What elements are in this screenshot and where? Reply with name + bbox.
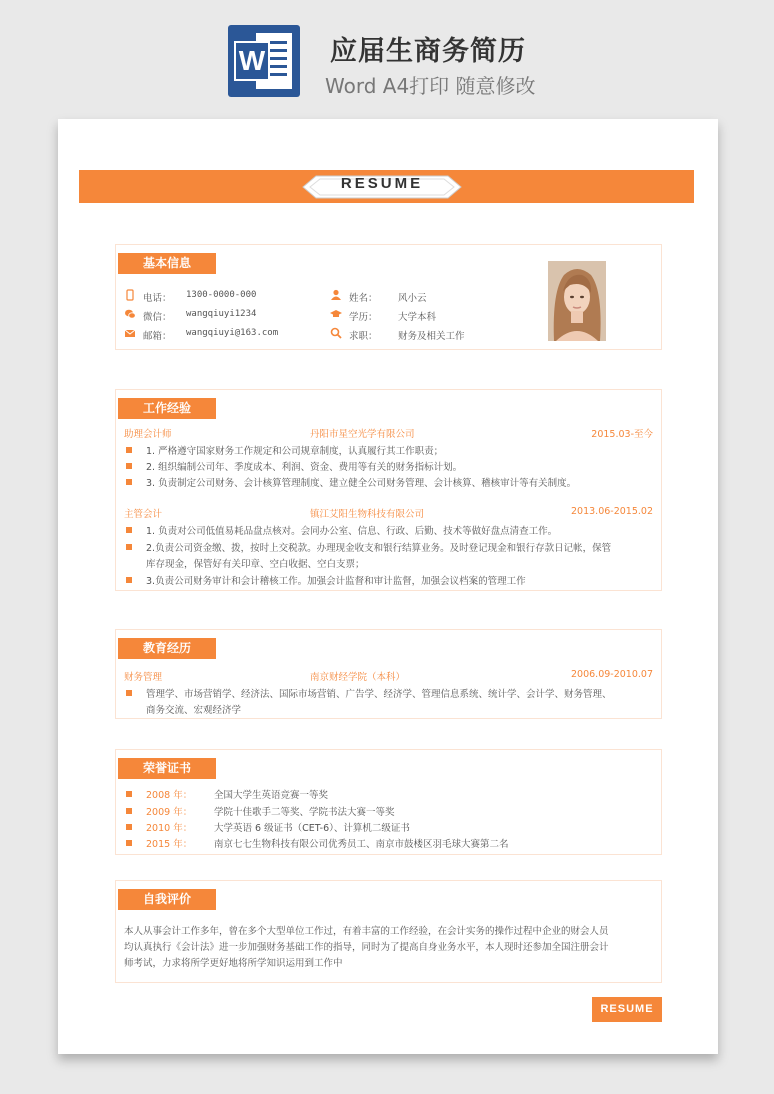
honor-4-year: 2015 年： [146, 839, 193, 850]
job-2-item-1: 1. 负责对公司低值易耗品盘点核对。会同办公室、信息、行政、后勤、技术等做好盘点清查工作。 [146, 526, 558, 537]
resume-banner-label: RESUME [340, 175, 424, 192]
wechat-icon [124, 308, 136, 320]
resume-page [58, 119, 718, 1054]
self-eval-line-2: 均认真执行《会计法》进一步加强财务基础工作的指导，同时为了提高自身业务水平，本人现时还参加全国注册会计 [124, 942, 609, 953]
person-icon [330, 289, 342, 301]
job-1-company: 丹阳市星空光学有限公司 [310, 429, 415, 440]
job-2-item-3: 3.负责公司财务审计和会计稽核工作。加强会计监督和审计监督，加强会议档案的管理工作 [146, 576, 526, 587]
phone-value: 1300-0000-000 [186, 290, 257, 300]
bullet-marker [126, 577, 132, 583]
education-value: 大学本科 [398, 312, 437, 323]
profile-photo [548, 261, 606, 341]
word-logo-icon [228, 25, 300, 97]
email-icon [124, 327, 136, 339]
education-major: 财务管理 [124, 672, 163, 683]
search-icon [330, 327, 342, 339]
section-title-honors: 荣誉证书 [118, 758, 216, 779]
bullet-marker [126, 690, 132, 696]
job-1-role: 助理会计师 [124, 429, 172, 440]
wechat-label: 微信： [143, 312, 172, 323]
honor-2-year: 2009 年： [146, 807, 193, 818]
bullet-marker [126, 447, 132, 453]
phone-icon [124, 289, 136, 301]
honor-1-year: 2008 年： [146, 790, 193, 801]
bullet-marker [126, 791, 132, 797]
promo-subtitle: Word A4打印 随意修改 [325, 74, 536, 98]
job-2-role: 主管会计 [124, 509, 163, 520]
name-value: 风小云 [398, 293, 427, 304]
job-2-period: 2013.06-2015.02 [571, 506, 653, 517]
section-basic-info [115, 244, 662, 350]
section-work-experience [115, 389, 662, 591]
honor-4-text: 南京七七生物科技有限公司优秀员工、南京市鼓楼区羽毛球大赛第二名 [214, 839, 509, 850]
education-period: 2006.09-2010.07 [571, 669, 653, 680]
bullet-marker [126, 463, 132, 469]
job-value: 财务及相关工作 [398, 331, 465, 342]
word-letter: W [234, 41, 270, 81]
bullet-marker [126, 840, 132, 846]
job-1-period: 2015.03-至今 [591, 429, 653, 440]
bullet-marker [126, 479, 132, 485]
honor-1-text: 全国大学生英语竞赛一等奖 [214, 790, 329, 801]
resume-banner-tag [302, 175, 462, 199]
bullet-marker [126, 824, 132, 830]
self-eval-line-1: 本人从事会计工作多年，曾在多个大型单位工作过，有着丰富的工作经验，在会计实务的操作过程中企业的财会人员 [124, 926, 609, 937]
email-label: 邮箱： [143, 331, 172, 342]
honor-3-text: 大学英语 6 级证书（CET-6）、计算机二级证书 [214, 823, 410, 834]
phone-label: 电话： [143, 293, 172, 304]
bullet-marker [126, 544, 132, 550]
education-courses-1: 管理学、市场营销学、经济法、国际市场营销、广告学、经济学、管理信息系统、统计学、会计学、财务管理、 [146, 689, 612, 700]
honor-3-year: 2010 年： [146, 823, 193, 834]
honor-2-text: 学院十佳歌手二等奖、学院书法大赛一等奖 [214, 807, 395, 818]
bullet-marker [126, 527, 132, 533]
section-self-evaluation [115, 880, 662, 983]
education-courses-2: 商务交流、宏观经济学 [146, 705, 242, 716]
education-school: 南京财经学院（本科） [310, 672, 406, 683]
wechat-value: wangqiuyi1234 [186, 309, 257, 319]
resume-footer-badge: RESUME [592, 997, 662, 1022]
bullet-marker [126, 808, 132, 814]
job-2-item-2-cont: 库存现金，保管好有关印章、空白收据、空白支票； [146, 559, 365, 570]
section-education [115, 629, 662, 719]
promo-title: 应届生商务简历 [330, 36, 526, 67]
section-title-self: 自我评价 [118, 889, 216, 910]
section-title-work: 工作经验 [118, 398, 216, 419]
job-1-item-2: 2. 组织编制公司年、季度成本、利润、资金、费用等有关的财务指标计划。 [146, 462, 463, 473]
education-label: 学历： [349, 312, 378, 323]
job-2-company: 镇江艾阳生物科技有限公司 [310, 509, 425, 520]
self-eval-line-3: 师考试，力求将所学更好地将所学知识运用到工作中 [124, 958, 343, 969]
name-label: 姓名： [349, 293, 378, 304]
job-1-item-3: 3. 负责制定公司财务、会计核算管理制度、建立健全公司财务管理、会计核算、稽核审计等有关制度。 [146, 478, 577, 489]
job-label: 求职： [349, 331, 378, 342]
email-value: wangqiuyi@163.com [186, 328, 279, 338]
profile-photo-art [548, 261, 606, 341]
job-1-item-1: 1. 严格遵守国家财务工作规定和公司规章制度，认真履行其工作职责； [146, 446, 444, 457]
section-honors [115, 749, 662, 855]
section-title-basic: 基本信息 [118, 253, 216, 274]
graduation-cap-icon [330, 308, 342, 320]
section-title-education: 教育经历 [118, 638, 216, 659]
job-2-item-2: 2.负责公司资金缴、拨，按时上交税款。办理现金收支和银行结算业务。及时登记现金和银行存款日记帐，保管 [146, 543, 612, 554]
